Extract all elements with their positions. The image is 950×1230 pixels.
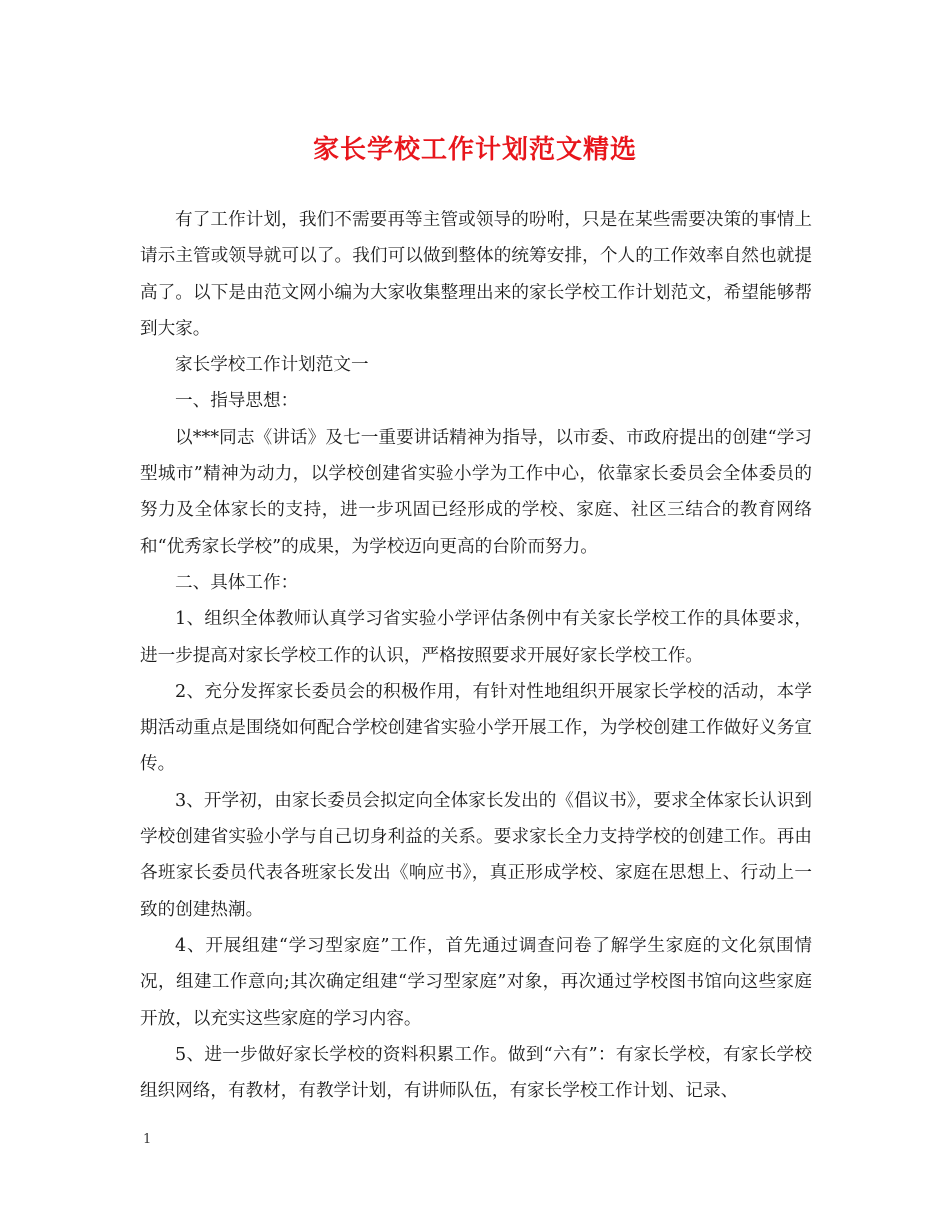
section-heading-guiding-thought: 一、指导思想： xyxy=(175,391,299,412)
work-item-2: 2、充分发挥家长委员会的积极作用，有针对性地组织开展家长学校的活动，本学期活动重点是围绕如何配合学校创建省实验小学开展工作，为学校创建工作做好义务宣传。 xyxy=(140,681,812,775)
work-item-4: 4、开展组建“学习型家庭”工作，首先通过调查问卷了解学生家庭的文化氛围情况，组建工作意向;其次确定组建“学习型家庭”对象，再次通过学校图书馆向这些家庭开放，以充实这些家庭的学习内容。 xyxy=(140,935,812,1029)
section-heading-sample-one: 家长学校工作计划范文一 xyxy=(175,355,369,376)
work-item-1: 1、组织全体教师认真学习省实验小学评估条例中有关家长学校工作的具体要求，进一步提高对家长学校工作的认识，严格按照要求开展好家长学校工作。 xyxy=(140,609,812,666)
work-item-5: 5、进一步做好家长学校的资料积累工作。做到“六有”：有家长学校，有家长学校组织网络，有教材，有教学计划，有讲师队伍，有家长学校工作计划、记录、 xyxy=(140,1044,812,1102)
intro-paragraph: 有了工作计划，我们不需要再等主管或领导的吩咐，只是在某些需要决策的事情上请示主管或领导就可以了。我们可以做到整体的统筹安排，个人的工作效率自然也就提高了。以下是由范文网小编为大家收集整理出来的家长学校工作计划范文，希望能够帮到大家。 xyxy=(140,210,812,339)
page-number: 1 xyxy=(143,1132,152,1147)
guiding-thought-paragraph: 以***同志《讲话》及七一重要讲话精神为指导，以市委、市政府提出的创建“学习型城市”精神为动力，以学校创建省实验小学为工作中心，依靠家长委员会全体委员的努力及全体家长的支持，进一步巩固已经形成的学校、家庭、社区三结合的教育网络和“优秀家长学校”的成果，为学校迈向更高的台阶而努力。 xyxy=(140,427,812,557)
section-heading-specific-work: 二、具体工作： xyxy=(175,572,299,593)
work-item-3: 3、开学初，由家长委员会拟定向全体家长发出的《倡议书》，要求全体家长认识到学校创建省实验小学与自己切身利益的关系。要求家长全力支持学校的创建工作。再由各班家长委员代表各班家长发出《响应书》，真正形成学校、家庭在思想上、行动上一致的创建热潮。 xyxy=(140,790,812,920)
page-title: 家长学校工作计划范文精选 xyxy=(312,135,637,165)
document-body xyxy=(140,202,812,1109)
